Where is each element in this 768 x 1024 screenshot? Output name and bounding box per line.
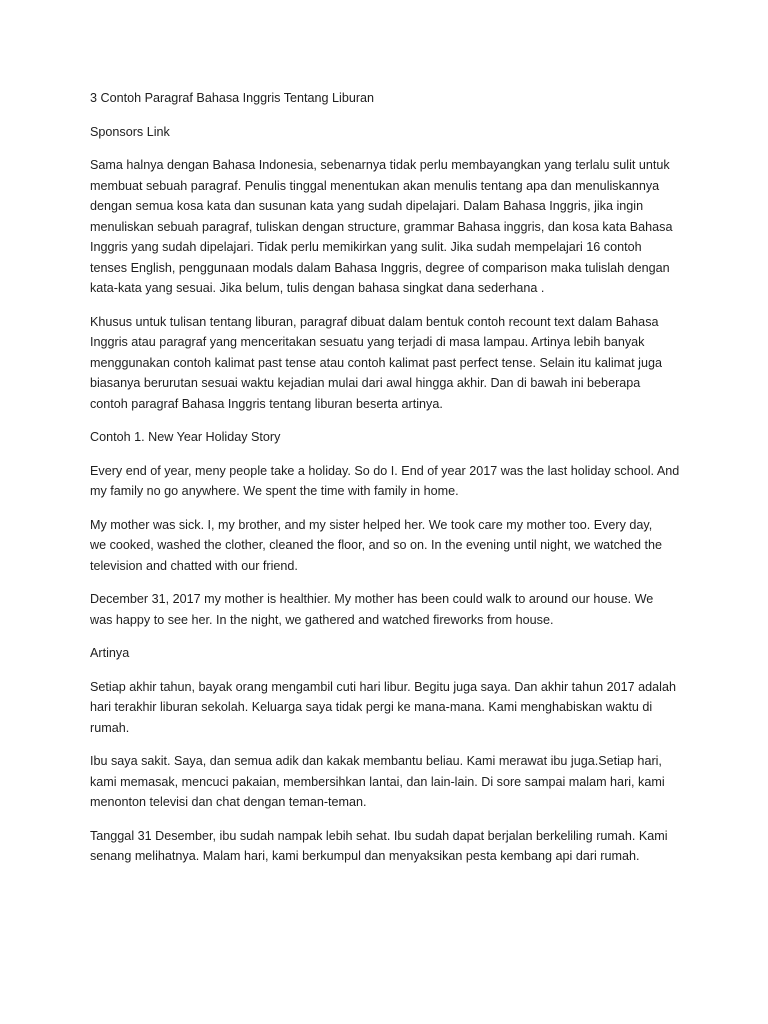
contoh-1-heading: Contoh 1. New Year Holiday Story (90, 430, 281, 444)
artinya-heading: Artinya (90, 646, 130, 660)
text-line: Inggris yang sudah dipelajari. Tidak perlu memikirkan yang sulit. Jika sudah mempelajari 16 contoh (90, 240, 642, 254)
story-paragraph-1 (90, 461, 680, 502)
text-line: Sama halnya dengan Bahasa Indonesia, sebenarnya tidak perlu membayangkan yang terlalu sulit untuk (90, 158, 670, 172)
text-line: contoh paragraf Bahasa Inggris tentang liburan beserta artinya. (90, 396, 443, 411)
text-line: kami memasak, mencuci pakaian, membersihkan lantai, dan lain-lain. Di sore sampai malam hari, kami (90, 774, 665, 789)
text-line: hari terakhir liburan sekolah. Keluarga saya tidak pergi ke mana-mana. Kami menghabiskan waktu di (90, 700, 653, 714)
text-line: membuat sebuah paragraf. Penulis tinggal menentukan akan menulis tentang apa dan menuliskannya (90, 178, 660, 193)
document-body (90, 88, 680, 880)
text-line: Khusus untuk tulisan tentang liburan, paragraf dibuat dalam bentuk contoh recount text dalam Bahasa (90, 314, 659, 329)
text-line: menggunakan contoh kalimat past tense atau contoh kalimat past perfect tense. Selain itu kalimat juga (90, 355, 662, 370)
text-line: Ibu saya sakit. Saya, dan semua adik dan kakak membantu beliau. Kami merawat ibu juga.Setiap hari, (90, 754, 662, 768)
text-line: menuliskan sebuah paragraf, tuliskan dengan structure, grammar Bahasa inggris, dan kosa kata Bahasa (90, 219, 673, 234)
text-line: Inggris atau paragraf yang menceritakan sesuatu yang terjadi di masa lampau. Artinya lebih banyak (90, 335, 645, 349)
text-line: we cooked, washed the clother, cleaned the floor, and so on. In the evening until night, we watched the (90, 538, 663, 552)
text-line: senang melihatnya. Malam hari, kami berkumpul dan menyaksikan pesta kembang api dari rumah. (90, 849, 640, 863)
text-line: rumah. (90, 720, 130, 735)
intro-paragraph (90, 155, 680, 299)
translation-paragraph-3 (90, 826, 680, 867)
text-line: Setiap akhir tahun, bayak orang mengambil cuti hari libur. Begitu juga saya. Dan akhir tahun 2017 adalah (90, 679, 676, 694)
sponsors-link-label: Sponsors Link (90, 124, 170, 139)
khusus-paragraph (90, 312, 680, 415)
text-line: menonton televisi dan chat dengan teman-teman. (90, 795, 367, 809)
story-paragraph-3 (90, 589, 680, 630)
text-line: Tanggal 31 Desember, ibu sudah nampak lebih sehat. Ibu sudah dapat berjalan berkeliling rumah. Kami (90, 828, 668, 843)
text-line: was happy to see her. In the night, we gathered and watched fireworks from house. (90, 612, 554, 627)
text-line: Every end of year, meny people take a holiday. So do I. End of year 2017 was the last holiday school. And (90, 463, 680, 478)
text-line: dengan semua kosa kata dan susunan kata yang sudah dipelajari. Dalam Bahasa Inggris, jika ingin (90, 199, 644, 213)
text-line: My mother was sick. I, my brother, and my sister helped her. We took care my mother too. Every day, (90, 517, 653, 532)
text-line: biasanya berurutan sesuai waktu kejadian mulai dari awal hingga akhir. Dan di bawah ini beberapa (90, 376, 641, 390)
translation-paragraph-1 (90, 677, 680, 739)
text-line: December 31, 2017 my mother is healthier. My mother has been could walk to around our house. We (90, 592, 654, 606)
text-line: kata-kata yang sesuai. Jika belum, tulis dengan bahasa singkat dana sederhana . (90, 281, 545, 295)
story-paragraph-2 (90, 515, 680, 577)
translation-paragraph-2 (90, 751, 680, 813)
text-line: television and chatted with our friend. (90, 558, 298, 573)
text-line: my family no go anywhere. We spent the time with family in home. (90, 484, 459, 498)
document-title: 3 Contoh Paragraf Bahasa Inggris Tentang Liburan (90, 91, 375, 105)
text-line: tenses English, penggunaan modals dalam Bahasa Inggris, degree of comparison maka tulislah dengan (90, 260, 670, 275)
